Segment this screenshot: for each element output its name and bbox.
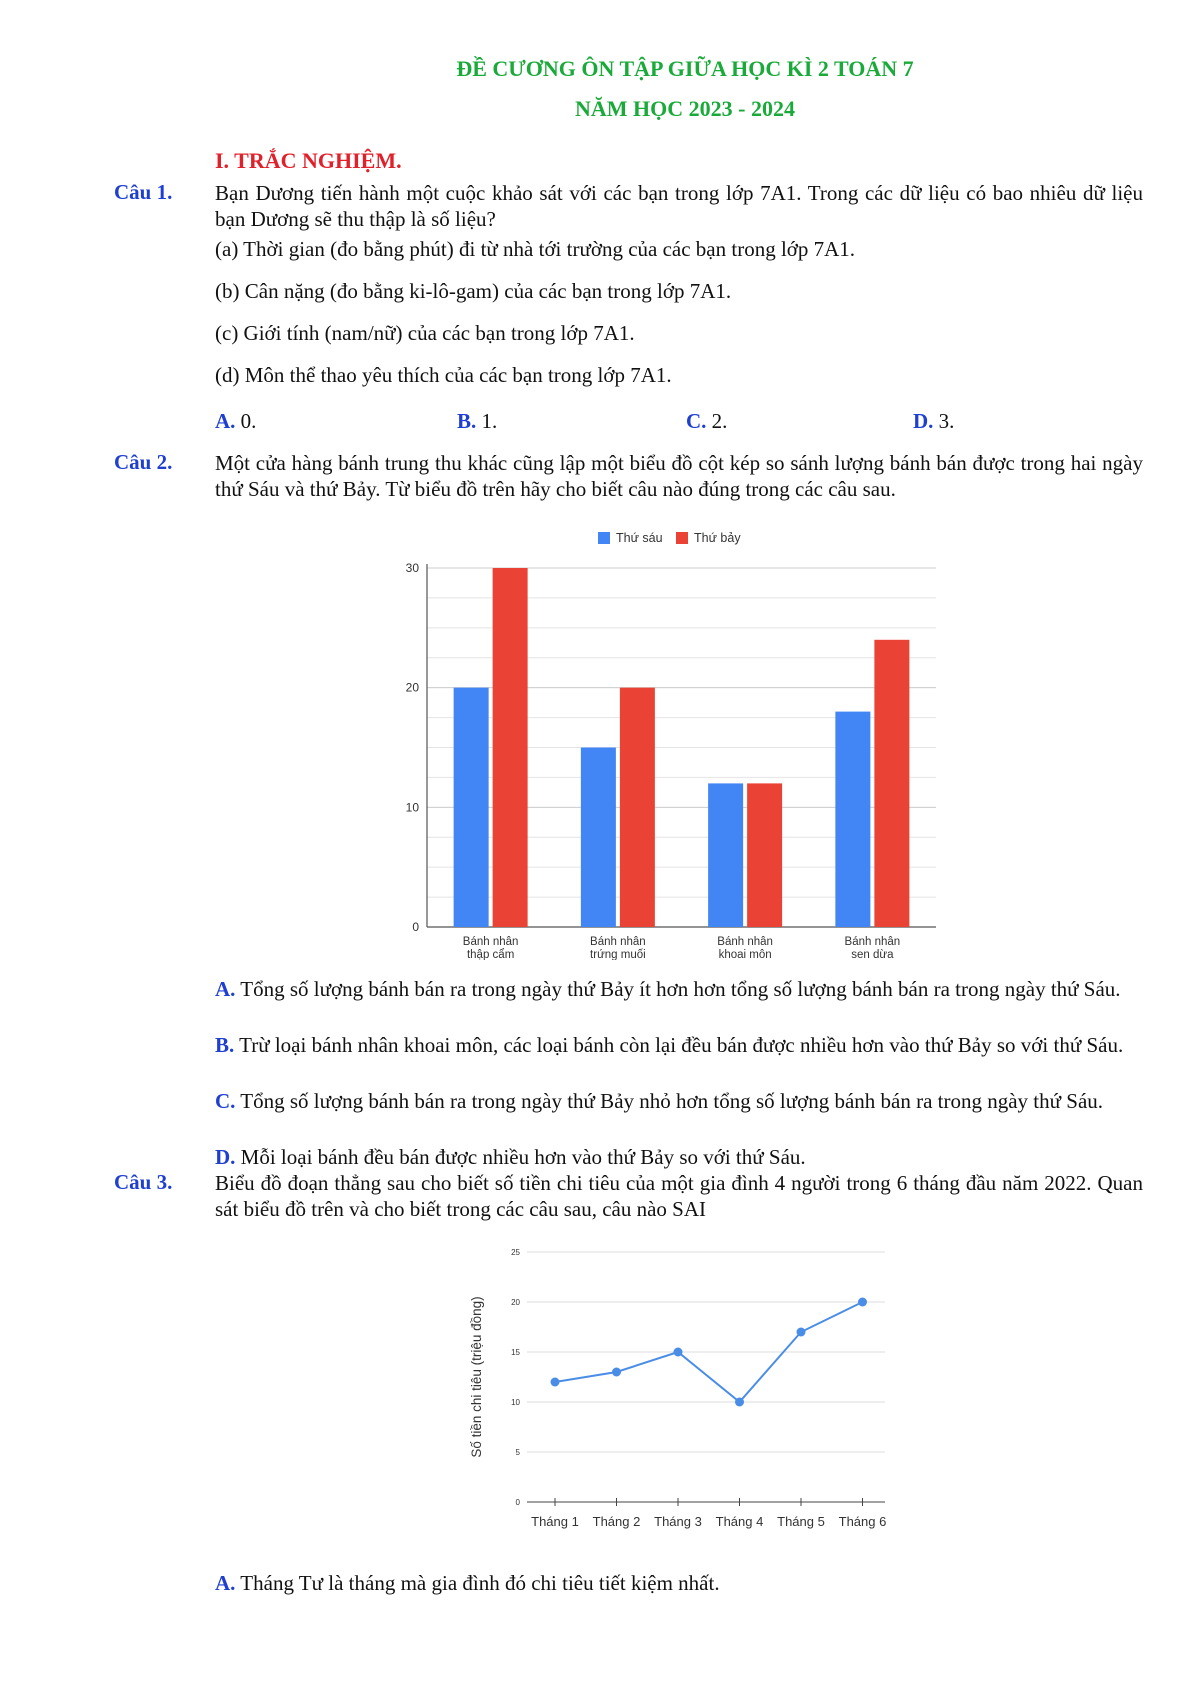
- x-tick-label: trứng muối: [590, 949, 646, 960]
- question-2-option-c: [215, 1088, 1143, 1114]
- x-tick-label: sen dừa: [851, 949, 894, 960]
- y-tick-label: 15: [511, 1348, 520, 1357]
- question-1-text: Bạn Dương tiến hành một cuộc khảo sát với các bạn trong lớp 7A1. Trong các dữ liệu có bao nhiêu dữ liệu bạn Dương sẽ thu thập là số liệu?: [215, 181, 1143, 231]
- option-letter: B.: [457, 409, 477, 433]
- y-tick-label: 0: [412, 920, 419, 934]
- school-year: NĂM HỌC 2023 - 2024: [575, 96, 795, 121]
- option-text: Tổng số lượng bánh bán ra trong ngày thứ Bảy nhỏ hơn tổng số lượng bánh bán ra trong ngày thứ Sáu.: [235, 1089, 1104, 1113]
- question-3-label: Câu 3.: [114, 1170, 173, 1194]
- question-1-item-d: (d) Môn thể thao yêu thích của các bạn trong lớp 7A1.: [215, 363, 672, 387]
- x-tick-label: Tháng 5: [777, 1514, 825, 1529]
- option-letter: D.: [215, 1145, 236, 1169]
- option-letter: D.: [913, 409, 934, 433]
- y-tick-label: 10: [511, 1398, 520, 1407]
- bar: [708, 783, 743, 927]
- x-tick-label: Bánh nhân: [590, 936, 646, 948]
- x-tick-label: Bánh nhân: [717, 936, 773, 948]
- bar: [454, 688, 489, 927]
- y-tick-label: 30: [405, 561, 419, 575]
- bar: [493, 568, 528, 927]
- data-point: [797, 1328, 806, 1337]
- x-tick-label: thập cẩm: [466, 949, 515, 960]
- legend-swatch: [598, 532, 610, 544]
- bar: [581, 748, 616, 928]
- data-point: [735, 1398, 744, 1407]
- question-1-option-c: [686, 408, 727, 434]
- question-1-option-b: [457, 408, 497, 434]
- question-1-item-a: (a) Thời gian (đo bằng phút) đi từ nhà tới trường của các bạn trong lớp 7A1.: [215, 237, 856, 261]
- question-1-item-c: (c) Giới tính (nam/nữ) của các bạn trong lớp 7A1.: [215, 321, 635, 345]
- question-1-label: Câu 1.: [114, 180, 173, 204]
- question-3-text: Biểu đồ đoạn thẳng sau cho biết số tiền chi tiêu của một gia đình 4 người trong 6 tháng đầu năm 2022. Quan sát biểu đồ trên và cho biết trong các câu sau, câu nào SAI: [215, 1171, 1143, 1221]
- bar: [874, 640, 909, 927]
- option-letter: A.: [215, 1571, 236, 1595]
- option-text: Tháng Tư là tháng mà gia đình đó chi tiêu tiết kiệm nhất.: [235, 1571, 720, 1595]
- option-text: 3.: [933, 409, 955, 433]
- x-tick-label: Tháng 3: [654, 1514, 702, 1529]
- x-tick-label: Bánh nhân: [462, 936, 519, 948]
- bar: [620, 688, 655, 927]
- y-tick-label: 0: [515, 1498, 520, 1507]
- question-2-label: Câu 2.: [114, 450, 173, 474]
- legend-label: Thứ sáu: [616, 531, 663, 545]
- y-tick-label: 20: [511, 1298, 520, 1307]
- bar: [835, 712, 870, 927]
- bar-chart: [380, 520, 950, 960]
- section-heading: I. TRẮC NGHIỆM.: [215, 148, 402, 173]
- option-letter: C.: [686, 409, 707, 433]
- bar: [747, 783, 782, 927]
- x-tick-label: Tháng 6: [838, 1514, 887, 1529]
- legend-swatch: [676, 532, 688, 544]
- y-tick-label: 20: [405, 680, 419, 695]
- y-axis-label: Số tiền chi tiêu (triệu đồng): [469, 1296, 484, 1458]
- line-chart: [455, 1240, 915, 1540]
- question-2-option-a: [215, 976, 1143, 1002]
- question-1-option-d: [913, 408, 954, 434]
- legend-label: Thứ bảy: [694, 531, 741, 545]
- option-letter: C.: [215, 1089, 236, 1113]
- option-letter: A.: [215, 977, 236, 1001]
- x-tick-label: Tháng 4: [715, 1514, 764, 1529]
- x-tick-label: Tháng 2: [592, 1514, 641, 1529]
- option-text: Trừ loại bánh nhân khoai môn, các loại bánh còn lại đều bán được nhiều hơn vào thứ Bảy so với thứ Sáu.: [234, 1033, 1124, 1057]
- option-text: 2.: [706, 409, 728, 433]
- question-2-option-b: [215, 1032, 1143, 1058]
- data-point: [612, 1368, 621, 1377]
- data-point: [858, 1298, 867, 1307]
- option-text: Tổng số lượng bánh bán ra trong ngày thứ Bảy ít hơn hơn tổng số lượng bánh bán ra trong ngày thứ Sáu.: [235, 977, 1121, 1001]
- question-2-option-d: [215, 1144, 1143, 1170]
- option-letter: A.: [215, 409, 236, 433]
- option-text: 0.: [235, 409, 257, 433]
- x-tick-label: Tháng 1: [531, 1514, 579, 1529]
- x-tick-label: khoai môn: [718, 949, 772, 960]
- y-tick-label: 25: [511, 1248, 520, 1257]
- y-tick-label: 5: [515, 1448, 520, 1457]
- y-tick-label: 10: [405, 800, 419, 815]
- question-1-option-a: [215, 408, 256, 434]
- document-title: ĐỀ CƯƠNG ÔN TẬP GIỮA HỌC KÌ 2 TOÁN 7: [456, 56, 914, 81]
- question-2-text: Một cửa hàng bánh trung thu khác cũng lập một biểu đồ cột kép so sánh lượng bánh bán được trong hai ngày thứ Sáu và thứ Bảy. Từ biểu đồ trên hãy cho biết câu nào đúng trong các câu sau.: [215, 451, 1143, 501]
- option-text: Mỗi loại bánh đều bán được nhiều hơn vào thứ Bảy so với thứ Sáu.: [235, 1145, 806, 1169]
- question-3-option-a: [215, 1570, 720, 1596]
- x-tick-label: Bánh nhân: [844, 936, 901, 948]
- data-point: [551, 1378, 560, 1387]
- data-point: [674, 1348, 683, 1357]
- question-1-item-b: (b) Cân nặng (đo bằng ki-lô-gam) của các bạn trong lớp 7A1.: [215, 279, 732, 303]
- option-text: 1.: [476, 409, 498, 433]
- option-letter: B.: [215, 1033, 235, 1057]
